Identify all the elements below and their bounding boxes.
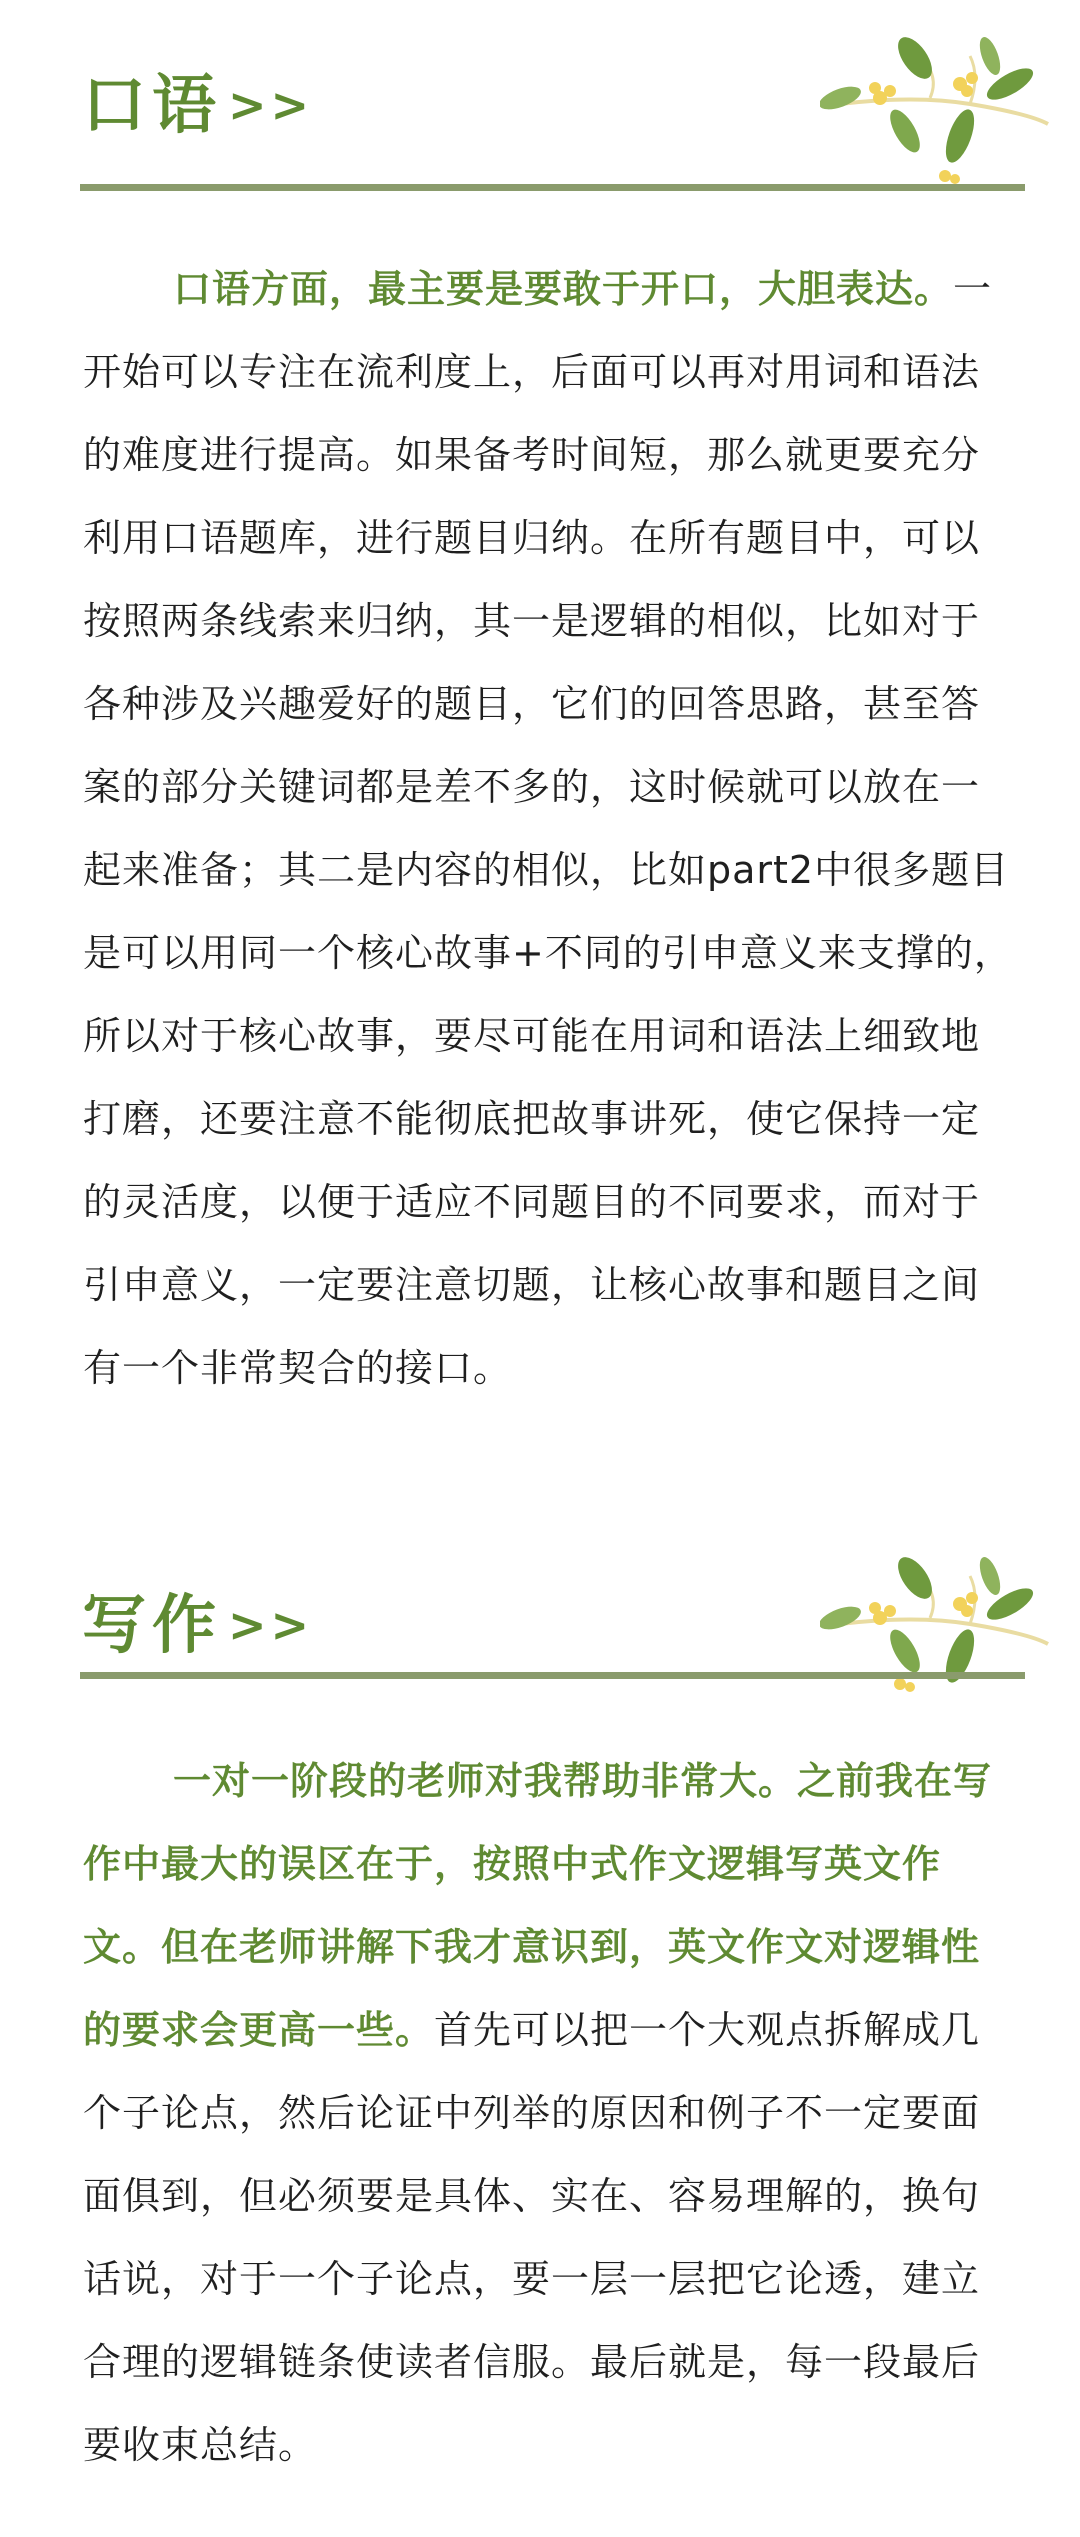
section-paragraph <box>83 1740 1013 2487</box>
section-title-text: 写作 <box>82 1589 222 1663</box>
section-writing <box>0 1520 1080 2467</box>
section-paragraph <box>83 248 1013 1410</box>
section-divider <box>80 184 1025 191</box>
section-title <box>82 1590 313 1661</box>
osmanthus-branch-icon <box>820 1556 1050 1706</box>
paragraph-body: 一开始可以专注在流利度上，后面可以再对用词和语法的难度进行提高。如果备考时间短，那么就更要充分利用口语题库，进行题目归纳。在所有题目中，可以按照两条线索来归纳，其一是逻辑的相似，比如对于各种涉及兴趣爱好的题目，它们的回答思路，甚至答案的部分关键词都是差不多的，这时候就可以放在一起来准备；其二是内容的相似，比如part2中很多题目是可以用同一个核心故事+不同的引申意义来支撑的，所以对于核心故事，要尽可能在用词和语法上细致地打磨，还要注意不能彻底把故事讲死，使它保持一定的灵活度，以便于适应不同题目的不同要求，而对于引申意义，一定要注意切题，让核心故事和题目之间有一个非常契合的接口。 <box>83 267 1013 1390</box>
paragraph-highlight: 一对一阶段的老师对我帮助非常大。之前我在写作中最大的误区在于，按照中式作文逻辑写英文作文。但在老师讲解下我才意识到，英文作文对逻辑性的要求会更高一些。 <box>83 1759 993 2052</box>
title-arrows: >> <box>228 1598 314 1652</box>
section-title-text: 口语 <box>82 69 222 143</box>
osmanthus-branch-icon <box>820 36 1050 186</box>
paragraph-body: 首先可以把一个大观点拆解成几个子论点，然后论证中列举的原因和例子不一定要面面俱到，但必须要是具体、实在、容易理解的，换句话说，对于一个子论点，要一层一层把它论透，建立合理的逻辑链条使读者信服。最后就是，每一段最后要收束总结。 <box>83 2008 981 2467</box>
section-divider <box>80 1672 1025 1679</box>
section-header <box>0 1520 1080 1680</box>
title-arrows: >> <box>228 78 314 132</box>
section-title <box>82 70 313 141</box>
section-header <box>0 0 1080 160</box>
paragraph-highlight: 口语方面，最主要是要敢于开口，大胆表达。 <box>173 267 954 311</box>
